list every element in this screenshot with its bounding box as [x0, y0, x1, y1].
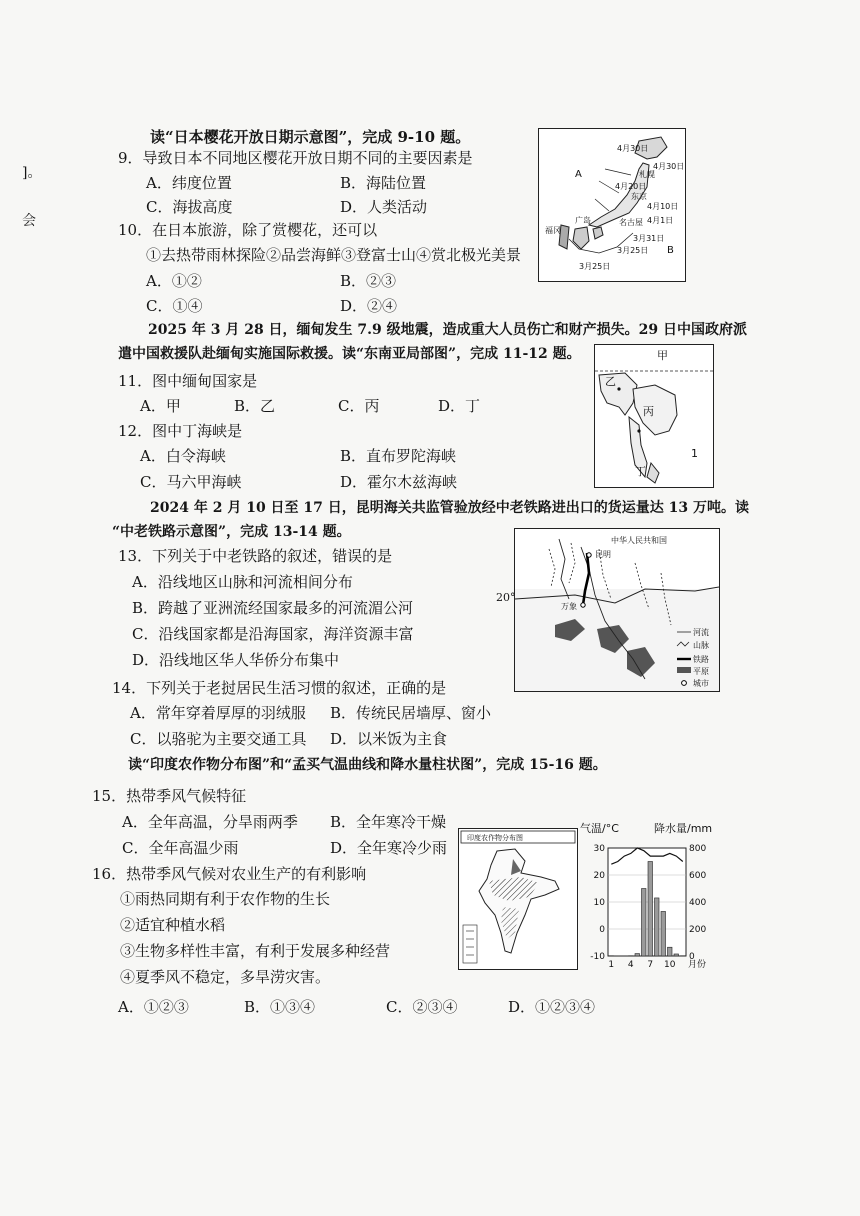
q11-option-d: D．丁	[438, 397, 481, 415]
intro-11-12-line1: 2025 年 3 月 28 日，缅甸发生 7.9 级地震，造成重大人员伤亡和财产损失。29 日中国政府派	[148, 322, 748, 338]
q16-option-a: A．①②③	[118, 998, 189, 1016]
map-label: 名古屋	[619, 218, 643, 227]
latitude-label: 20°	[496, 591, 516, 604]
chart-left-tick: 20	[593, 871, 605, 881]
margin-mark: ]。	[22, 165, 42, 181]
q9-option-d: D．人类活动	[340, 198, 428, 216]
q12-stem: 12．图中丁海峡是	[118, 422, 243, 440]
map-label: B	[667, 245, 674, 256]
q12-option-c: C．马六甲海峡	[140, 473, 242, 491]
q16-statement-3: ③生物多样性丰富，有利于发展多种经营	[120, 942, 391, 960]
q12-option-a: A．白令海峡	[140, 447, 226, 465]
q14-option-c: C．以骆驼为主要交通工具	[130, 730, 307, 748]
india-map-title: 印度农作物分布图	[467, 834, 523, 842]
chart-left-tick: 10	[593, 898, 605, 908]
q14-stem: 14．下列关于老挝居民生活习惯的叙述，正确的是	[112, 679, 447, 697]
q16-statement-1: ①雨热同期有利于农作物的生长	[120, 890, 331, 908]
q16-statement-4: ④夏季风不稳定，多旱涝灾害。	[120, 968, 331, 986]
chart-right-tick: 400	[689, 898, 707, 908]
q15-option-a: A．全年高温，分旱雨两季	[122, 813, 298, 831]
chart-left-axis-title: 气温/°C	[580, 822, 619, 835]
china-laos-railway-map	[514, 528, 720, 692]
legend-mountain: 山脉	[693, 641, 709, 650]
rainfall-bar	[668, 947, 673, 956]
chart-left-tick: 0	[599, 925, 605, 935]
intro-9-10: 读“日本樱花开放日期示意图”，完成 9-10 题。	[150, 128, 471, 146]
map-label: 3月25日	[617, 246, 649, 255]
q10-option-b: B．②③	[340, 272, 397, 290]
rainfall-bar	[674, 954, 679, 956]
map-label: 甲	[657, 349, 668, 362]
margin-mark: 会	[22, 213, 36, 229]
map-label: 福冈	[545, 226, 561, 235]
rainfall-bar	[635, 954, 640, 956]
chart-x-tick: 7	[647, 960, 654, 970]
q13-option-a: A．沿线地区山脉和河流相间分布	[132, 573, 353, 591]
southeast-asia-map	[594, 344, 714, 488]
chart-right-tick: 0	[689, 952, 695, 962]
mumbai-climate-chart	[578, 822, 728, 980]
q9-option-c: C．海拔高度	[146, 198, 233, 216]
q13-option-b: B．跨越了亚洲流经国家最多的河流湄公河	[132, 599, 414, 617]
chart-right-tick: 800	[689, 844, 707, 854]
chart-x-tick: 10	[664, 960, 676, 970]
q9-option-b: B．海陆位置	[340, 174, 427, 192]
q10-option-c: C．①④	[146, 297, 203, 315]
legend-plain: 平原	[693, 667, 709, 676]
chart-left-tick: 30	[593, 844, 605, 854]
q10-items: ①去热带雨林探险②品尝海鲜③登富士山④赏北极光美景	[146, 246, 522, 264]
map-label: 札幌	[639, 170, 655, 179]
intro-13-14-line2: “中老铁路示意图”，完成 13-14 题。	[112, 524, 351, 540]
q10-stem: 10．在日本旅游，除了赏樱花，还可以	[118, 221, 378, 239]
q11-option-b: B．乙	[234, 397, 276, 415]
q13-stem: 13．下列关于中老铁路的叙述，错误的是	[118, 547, 393, 565]
map-city-label: 昆明	[595, 550, 611, 559]
q9-option-a: A．纬度位置	[146, 174, 232, 192]
q10-option-d: D．②④	[340, 297, 398, 315]
map-label: 4月1日	[647, 216, 674, 225]
map-label: 广岛	[575, 216, 591, 225]
chart-right-axis-title: 降水量/mm	[654, 822, 713, 835]
rainfall-bar	[661, 911, 666, 956]
q16-stem: 16．热带季风气候对农业生产的有利影响	[92, 865, 367, 883]
intro-11-12-line2: 遣中国救援队赴缅甸实施国际救援。读“东南亚局部图”，完成 11-12 题。	[118, 346, 581, 362]
q13-option-d: D．沿线地区华人华侨分布集中	[132, 651, 340, 669]
map-label: 4月20日	[615, 182, 647, 191]
intro-13-14-line1: 2024 年 2 月 10 日至 17 日，昆明海关共监管验放经中老铁路进出口的货运量达 13 万吨。读	[150, 500, 750, 516]
map-label: 4月10日	[647, 202, 679, 211]
q16-statement-2: ②适宜种植水稻	[120, 916, 226, 934]
q14-option-b: B．传统民居墙厚、窗小	[330, 704, 492, 722]
map-label: 4月30日	[617, 144, 649, 153]
map-label: 丙	[643, 405, 654, 418]
legend-railway: 铁路	[693, 655, 709, 664]
map-title: 中华人民共和国	[611, 536, 667, 545]
india-crop-map	[458, 828, 578, 970]
q11-stem: 11．图中缅甸国家是	[118, 372, 258, 390]
rainfall-bar	[648, 862, 653, 957]
q16-option-b: B．①③④	[244, 998, 316, 1016]
q11-option-c: C．丙	[338, 397, 380, 415]
map-place-label: 万象	[561, 602, 577, 611]
q15-stem: 15．热带季风气候特征	[92, 787, 247, 805]
q15-option-b: B．全年寒冷干燥	[330, 813, 447, 831]
q9-stem: 9．导致日本不同地区樱花开放日期不同的主要因素是	[118, 149, 473, 167]
map-label: 3月25日	[579, 262, 611, 271]
chart-x-tick: 1	[608, 960, 615, 970]
q15-option-c: C．全年高温少雨	[122, 839, 239, 857]
chart-right-tick: 600	[689, 871, 707, 881]
rainfall-bar	[655, 898, 660, 956]
q16-option-d: D．①②③④	[508, 998, 596, 1016]
q13-option-c: C．沿线国家都是沿海国家，海洋资源丰富	[132, 625, 414, 643]
chart-right-tick: 200	[689, 925, 707, 935]
map-label: 乙	[605, 375, 616, 388]
legend-city: 城市	[693, 679, 709, 688]
map-label: 4月30日	[653, 162, 685, 171]
q15-option-d: D．全年寒冷少雨	[330, 839, 448, 857]
map-label: 丁	[635, 465, 646, 478]
q14-option-a: A．常年穿着厚厚的羽绒服	[130, 704, 306, 722]
q12-option-b: B．直布罗陀海峡	[340, 447, 457, 465]
map-label: 1	[691, 447, 698, 460]
map-label: A	[575, 169, 582, 180]
q10-option-a: A．①②	[146, 272, 202, 290]
map-label: 3月31日	[633, 234, 665, 243]
q12-option-d: D．霍尔木兹海峡	[340, 473, 458, 491]
chart-left-tick: -10	[590, 952, 605, 962]
chart-x-unit: 月份	[688, 960, 707, 970]
q11-option-a: A．甲	[140, 397, 181, 415]
legend-river: 河流	[693, 628, 709, 637]
q14-option-d: D．以米饭为主食	[330, 730, 448, 748]
rainfall-bar	[642, 889, 647, 957]
q16-option-c: C．②③④	[386, 998, 458, 1016]
chart-x-tick: 4	[627, 960, 634, 970]
japan-cherry-blossom-map	[538, 128, 686, 282]
intro-15-16: 读“印度农作物分布图”和“孟买气温曲线和降水量柱状图”，完成 15-16 题。	[128, 757, 607, 773]
map-label: 东京	[631, 192, 647, 201]
